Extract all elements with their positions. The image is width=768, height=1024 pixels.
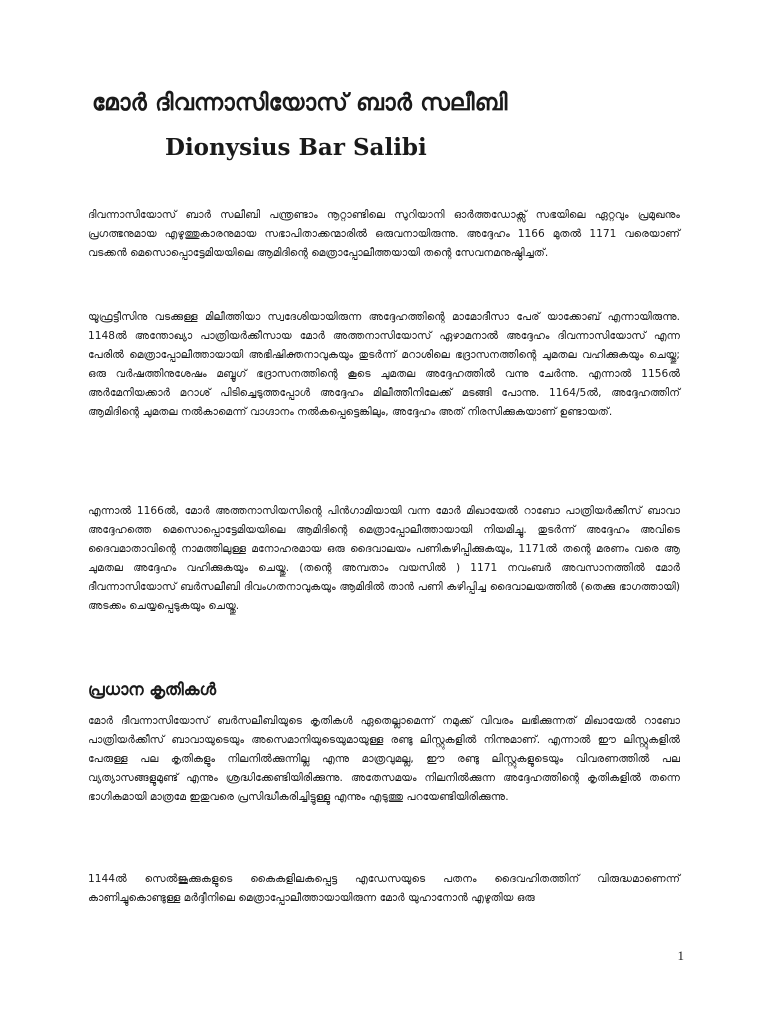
paragraph-early-life: യൂഫ്രട്ടീസിനു വടക്കുള്ള മിലീത്തിയാ സ്വദേശിയായിരുന്ന അദ്ദേഹത്തിന്റെ മാമോദീസാ പേര് യാക്കോബ് എന്നായിരുന്നു. 1148ൽ അന്തോഖ്യാ പാത്രിയർക്കീസായ മോർ അത്തനാസിയോസ് ഏഴാമനാൽ അദ്ദേഹം ദിവന്നാസിയോസ് എന്ന പേരിൽ മെത്രാപ്പോലീത്തായായി അഭിഷിക്തനാവുകയും തുടർന്ന് മറാശിലെ ഭദ്രാസനത്തിന്റെ ചുമതല വഹിക്കുകയും ചെയ്തു; ഒരു വർഷത്തിനുശേഷം മബ്ബൂഗ് ഭദ്രാസനത്തിന്റെ കൂടെ ചുമതല അദ്ദേഹത്തിൽ വന്നു ചേർന്നു. എന്നാൽ 1156ൽ അർമേനിയക്കാർ മറാശ് പിടിച്ചെടുത്തപ്പോൾ അദ്ദേഹം മിലീത്തീനിലേക്ക് മടങ്ങി പോന്നു. 1164/5ൽ, അദ്ദേഹത്തിന് ആമിദിന്റെ ചുമതല നൽകാമെന്ന് വാഗ്ദാനം നൽകപ്പെട്ടെങ്കിലും, അദ്ദേഹം അത് നിരസിക്കുകയാണ് ഉണ്ടായത്. (88, 311, 680, 419)
paragraph-edessa: 1144ൽ സെൽജൂക്കുകളുടെ കൈകളിലകപ്പെട്ട എഡേസയുടെ പതനം ദൈവഹിതത്തിന് വിരുദ്ധമാണെന്ന് കാണിച്ചുകൊണ്ടുള്ള മർദ്ദീനിലെ മെത്രാപ്പോലീത്തായായിരുന്ന മോർ യുഹാനോൻ എഴുതിയ ഒരു (88, 873, 680, 905)
paragraph-intro: ദിവന്നാസിയോസ് ബാർ സലീബി പന്ത്രണ്ടാം നൂറ്റാണ്ടിലെ സുറിയാനി ഓർത്തഡോക്സ് സഭയിലെ ഏറ്റവും പ്രമുഖനും പ്രഗത്ഭനുമായ എഴുത്തുകാരനുമായ സഭാപിതാക്കന്മാരിൽ ഒരുവനായിരുന്നു. അദ്ദേഹം 1166 മുതൽ 1171 വരെയാണ് വടക്കൻ മെസൊപ്പൊട്ടേമിയയിലെ ആമിദിന്റെ മെത്രാപ്പോലീത്തയായി തന്റെ സേവനമനുഷ്ഠിച്ചത്. (88, 209, 680, 260)
page-title-english: Dionysius Bar Salibi (165, 134, 427, 161)
page-title-malayalam: മോർ ദിവന്നാസിയോസ് ബാർ സലീബി (92, 90, 508, 116)
paragraph-amid-tenure: എന്നാൽ 1166ൽ, മോർ അത്തനാസിയസിന്റെ പിൻഗാമിയായി വന്ന മോർ മിഖായേൽ റാബോ പാത്രിയർക്കീസ് ബാവാ അദ്ദേഹത്തെ മെസൊപ്പൊട്ടേമിയയിലെ ആമിദിന്റെ മെത്രാപ്പോലീത്തായായി നിയമിച്ചു. തുടർന്ന് അദ്ദേഹം അവിടെ ദൈവമാതാവിന്റെ നാമത്തിലുള്ള മനോഹരമായ ഒരു ദൈവാലയം പണികഴിപ്പിക്കുകയും, 1171ൽ തന്റെ മരണം വരെ ആ ചുമതല അദ്ദേഹം വഹിക്കുകയും ചെയ്തു. (തന്റെ അമ്പതാം വയസിൽ ) 1171 നവംബർ അവസാനത്തിൽ മോർ ദീവന്നാസിയോസ് ബർസലീബി ദിവംഗതനാവുകയും ആമിദിൽ താൻ പണി കഴിപ്പിച്ച ദൈവാലയത്തിൽ (തെക്കു ഭാഗത്തായി) അടക്കം ചെയ്യപ്പെടുകയും ചെയ്തു. (88, 505, 680, 613)
page-number: 1 (677, 948, 684, 963)
section-heading-works: പ്രധാന കൃതികൾ (88, 680, 217, 699)
paragraph-works: മോർ ദീവന്നാസിയോസ് ബർസലീബിയുടെ കൃതികൾ ഏതെല്ലാമെന്ന് നമുക്ക് വിവരം ലഭിക്കുന്നത് മിഖായേൽ റാബോ പാത്രിയർക്കീസ് ബാവായുടെയും അസെമാനിയുടെയുമായുള്ള രണ്ടു ലിസ്റ്റുകളിൽ നിന്നുമാണ്. എന്നാൽ ഈ ലിസ്റ്റുകളിൽ പേരുള്ള പല കൃതികളും നിലനിൽക്കുന്നില്ല എന്നു മാത്രവുമല്ല, ഈ രണ്ടു ലിസ്റ്റുകളുടെയും വിവരണത്തിൽ പല വ്യത്യാസങ്ങളുമുണ്ട് എന്നും ശ്രദ്ധിക്കേണ്ടിയിരിക്കുന്നു. അതേസമയം നിലനിൽക്കുന്ന അദ്ദേഹത്തിന്റെ കൃതികളിൽ തന്നെ ഭാഗികമായി മാത്രമേ ഇതുവരെ പ്രസിദ്ധീകരിച്ചിട്ടുള്ളു എന്നും എടുത്തു പറയേണ്ടിയിരിക്കുന്നു. (88, 715, 680, 804)
